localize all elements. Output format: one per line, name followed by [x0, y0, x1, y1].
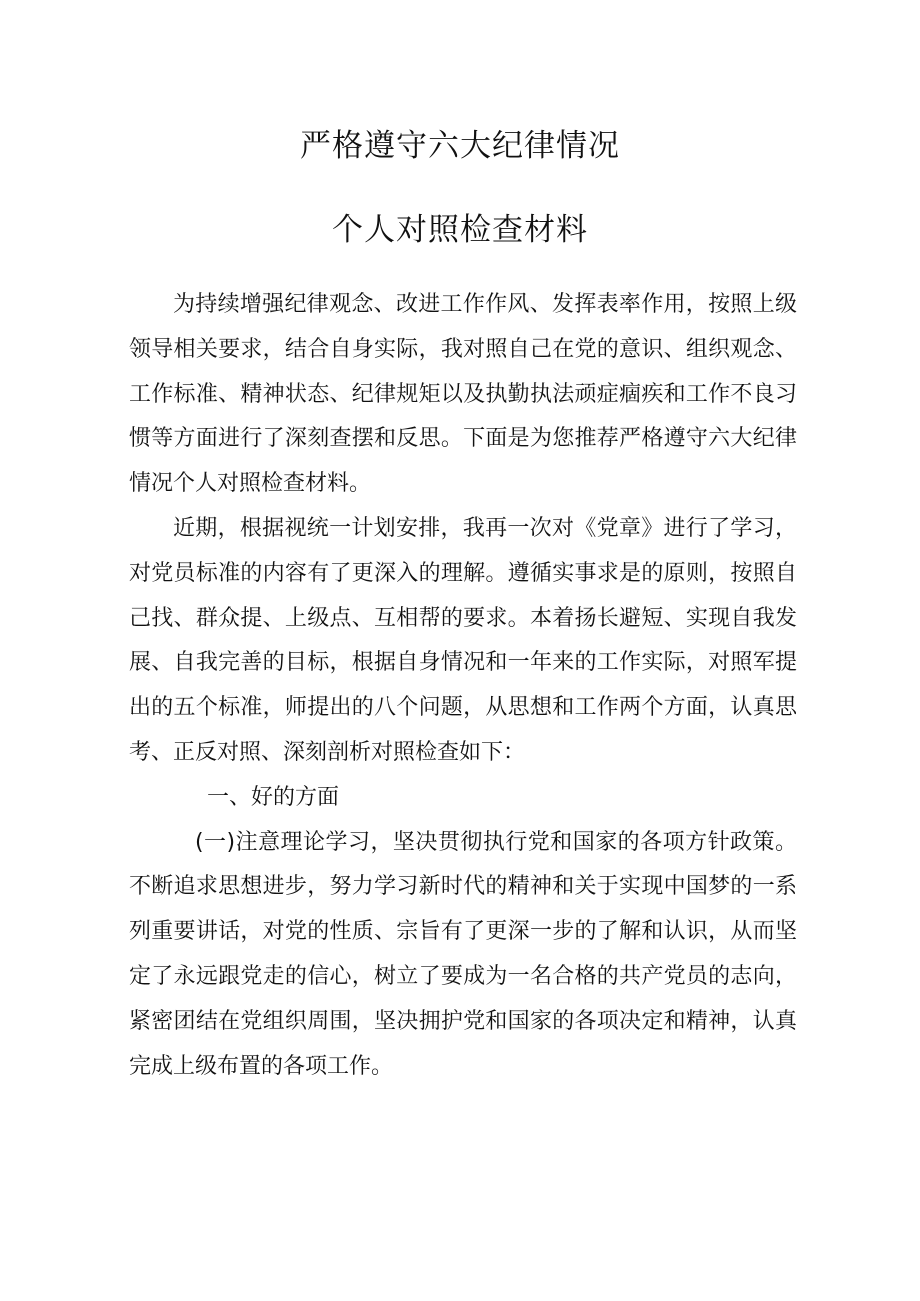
intro-paragraph: 为持续增强纪律观念、改进工作作风、发挥表率作用，按照上级领导相关要求，结合自身实际，我对照自己在党的意识、组织观念、工作标准、精神状态、纪律规矩以及执勤执法顽症痼疾和工作不良习惯等方面进行了深刻查摆和反思。下面是为您推荐严格遵守六大纪律情况个人对照检查材料。: [129, 292, 797, 497]
subsection-text: (一)注意理论学习，坚决贯彻执行党和国家的各项方针政策。不断追求思想进步，努力学习新时代的精神和关于实现中国梦的一系列重要讲话，对党的性质、宗旨有了更深一步的了解和认识，从而坚定了永远跟党走的信心，树立了要成为一名合格的共产党员的志向，紧密团结在党组织周围，坚决拥护党和国家的各项决定和精神，认真完成上级布置的各项工作。: [129, 829, 797, 1079]
context-paragraph: 近期，根据视统一计划安排，我再一次对《党章》进行了学习，对党员标准的内容有了更深入的理解。遵循实事求是的原则，按照自己找、群众提、上级点、互相帮的要求。本着扬长避短、实现自我发展、自我完善的目标，根据自身情况和一年来的工作实际，对照军提出的五个标准，师提出的八个问题，从思想和工作两个方面，认真思考、正反对照、深刻剖析对照检查如下：: [129, 515, 797, 765]
document-title-line-1: 严格遵守六大纪律情况: [300, 128, 620, 164]
subsection-paragraph: [129, 821, 797, 1090]
document-title-line-2: 个人对照检查材料: [332, 212, 588, 248]
document-body: [129, 283, 797, 1089]
section-heading: 一、好的方面: [207, 784, 340, 810]
